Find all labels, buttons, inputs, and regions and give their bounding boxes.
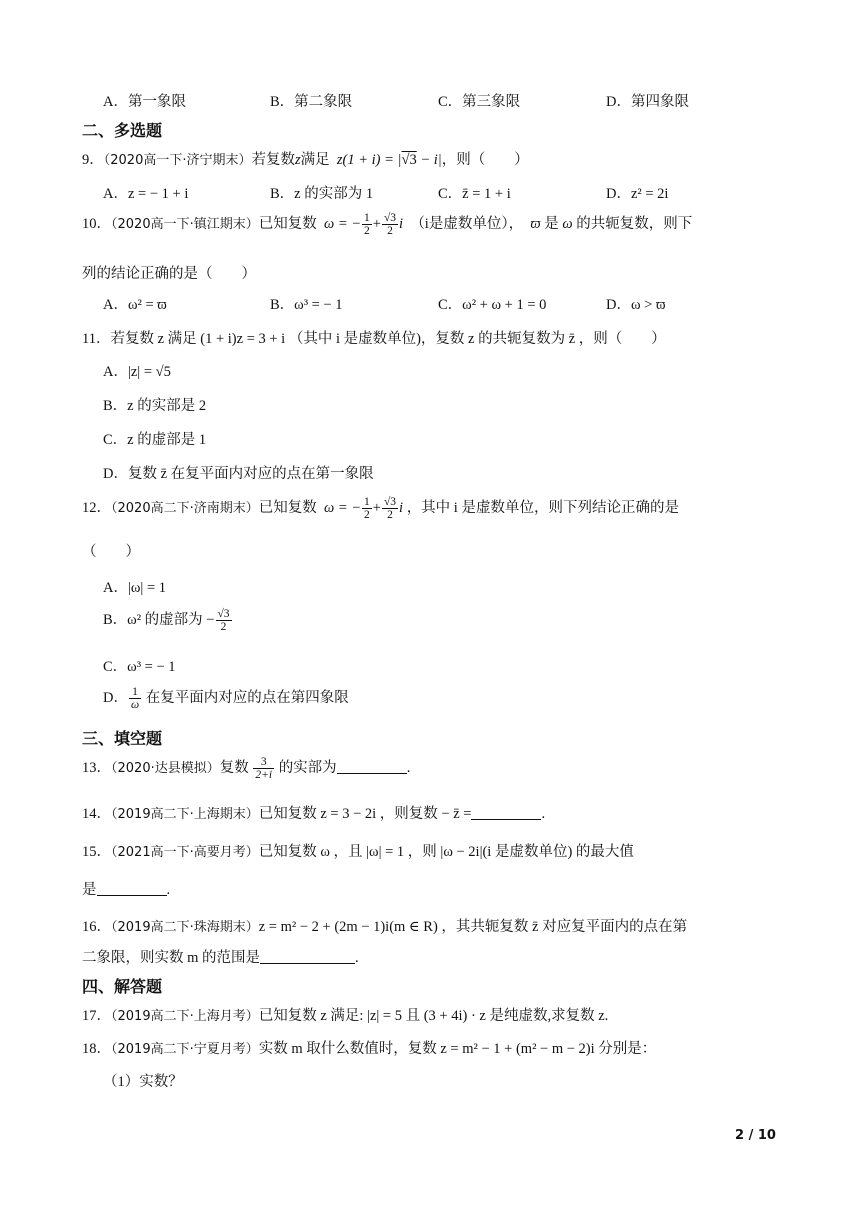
q10-option-a: A．ω² = ϖ (103, 297, 167, 313)
q9-option-c: C．z̄ = 1 + i (438, 186, 511, 202)
q12-option-d-fraction: $\frac{1}{\omega}$ (130, 686, 140, 712)
q12-number: 12． (82, 500, 111, 516)
q11-option-d: D．复数 z̄ 在复平面内对应的点在第一象限 (103, 466, 374, 482)
q16-line2-text: 二象限，则实数 m 的范围是 (82, 950, 261, 966)
q15-source: （2021高一下·高要月考） (111, 845, 259, 860)
q16-source: （2019高二下·珠海期末） (111, 920, 259, 935)
q15-end: . (166, 882, 171, 898)
q18-number: 18． (82, 1041, 111, 1057)
q15-line2 (82, 878, 170, 899)
q12-fraction-half: $\frac{1}{2}$ (364, 496, 370, 522)
q10-number: 10． (82, 216, 111, 232)
q12-option-d (103, 686, 349, 711)
q12-option-b-fraction: $\frac{√3}{2}$ (217, 608, 230, 634)
question-12 (82, 496, 679, 521)
q9-option-b: B．z 的实部为 1 (270, 186, 374, 202)
q13-fraction: $\frac{3}{2+i}$ (255, 756, 273, 782)
q10-text: 已知复数 (258, 216, 317, 232)
q14-source: （2019高二下·上海期末） (111, 807, 259, 822)
q8-option-c: C．第三象限 (438, 94, 521, 110)
q13-text: 复数 (219, 760, 249, 776)
q9-option-d: D．z² = 2i (606, 186, 669, 202)
q12-omega-eq: ω = − (323, 500, 362, 516)
q9-tail: ，则（ ） (441, 152, 529, 168)
q10-fraction-half: $\frac{1}{2}$ (364, 212, 370, 238)
section-heading-multiple-choice: 二、多选题 (82, 121, 163, 140)
q13-end: . (406, 760, 411, 776)
q9-option-a: A．z = − 1 + i (103, 186, 189, 202)
q8-option-d: D．第四象限 (606, 94, 689, 110)
q12-option-b (103, 608, 233, 633)
q11-option-b: B．z 的实部是 2 (103, 398, 207, 414)
q12-option-a: A．|ω| = 1 (103, 580, 166, 596)
q16-end: . (355, 950, 359, 966)
q9-var: z (294, 152, 301, 168)
question-13 (82, 756, 410, 781)
q12-source: （2020高二下·济南期末） (111, 501, 259, 516)
q12-fraction-sqrt3: $\frac{√3}{2}$ (383, 496, 397, 522)
question-14 (82, 802, 545, 823)
q12-option-d-label: D． (103, 690, 128, 706)
question-18 (82, 1037, 656, 1058)
q13-answer-blank[interactable] (337, 759, 407, 774)
q10-is: 是 (544, 216, 559, 232)
q8-option-b: B．第二象限 (270, 94, 353, 110)
q12-i: i (399, 500, 404, 516)
q18-sub-1: （1）实数？ (103, 1074, 183, 1090)
q10-tail: （i是虚数单位）， (410, 216, 524, 232)
question-11: 11．若复数 z 满足 (1 + i)z = 3 + i （其中 i 是虚数单位)，复数 z 的共轭复数为 z̄ ，则（ ） (82, 331, 666, 347)
q8-option-a: A．第一象限 (103, 94, 186, 110)
q12-plus: + (372, 500, 381, 516)
q12-tail: ，其中 i 是虚数单位，则下列结论正确的是 (406, 500, 679, 516)
q14-answer-blank[interactable] (471, 805, 541, 820)
q12-option-d-text: 在复平面内对应的点在第四象限 (145, 690, 349, 706)
question-10 (82, 212, 692, 237)
q9-eq-b: − i| (416, 152, 442, 168)
question-15 (82, 840, 634, 861)
q10-omega: ω (562, 216, 573, 232)
q10-option-b: B．ω³ = − 1 (270, 297, 343, 313)
q18-source: （2019高二下·宁夏月考） (111, 1042, 259, 1057)
q9-eq-a: z(1 + i) = | (336, 152, 402, 168)
q15-answer-blank[interactable] (97, 881, 167, 896)
q9-source: （2020高一下·济宁期末） (103, 153, 252, 168)
q10-plus: + (372, 216, 381, 232)
q10-line2: 列的结论正确的是（ ） (82, 266, 256, 282)
q14-number: 14． (82, 806, 111, 822)
q10-i: i (399, 216, 404, 232)
q10-omega-eq: ω = − (323, 216, 362, 232)
q11-option-c: C．z 的虚部是 1 (103, 432, 207, 448)
q13-number: 13． (82, 760, 111, 776)
q9-text-mid: 满足 (300, 152, 330, 168)
q14-text: 已知复数 z = 3 − 2i ，则复数 − z̄ = (258, 806, 472, 822)
question-17 (82, 1004, 608, 1025)
q13-source: （2020·达县模拟） (111, 761, 220, 776)
q10-source: （2020高一下·镇江期末） (111, 217, 259, 232)
section-heading-solution: 四、解答题 (82, 977, 163, 996)
q10-option-d: D．ω > ϖ (606, 297, 666, 313)
q12-option-b-text: B．ω² 的虚部为 − (103, 612, 215, 628)
q17-text: 已知复数 z 满足: |z| = 5 且 (3 + 4i) · z 是纯虚数,求复数 z. (258, 1008, 609, 1024)
question-16 (82, 915, 687, 936)
q16-line2 (82, 946, 359, 967)
q9-sqrt: √3 (401, 152, 417, 168)
q17-source: （2019高二下·上海月考） (111, 1009, 259, 1024)
q13-text-post: 的实部为 (278, 760, 337, 776)
q9-number: 9． (82, 152, 104, 168)
q12-text: 已知复数 (258, 500, 317, 516)
q14-end: . (541, 806, 546, 822)
q11-option-a: A．|z| = √5 (103, 364, 171, 380)
q16-number: 16． (82, 919, 111, 935)
q10-bar-omega: ϖ (530, 216, 541, 232)
q18-text: 实数 m 取什么数值时，复数 z = m² − 1 + (m² − m − 2)i 分别是： (258, 1041, 657, 1057)
section-heading-fill-in: 三、填空题 (82, 729, 163, 748)
q9-text: 若复数 (251, 152, 295, 168)
q16-text: z = m² − 2 + (2m − 1)i(m ∈ R) ，其共轭复数 z̄ 对应复平面内的点在第 (258, 919, 688, 935)
q10-fraction-sqrt3: $\frac{√3}{2}$ (383, 212, 397, 238)
q16-answer-blank[interactable] (260, 949, 355, 964)
q15-line2-text: 是 (82, 882, 97, 898)
q15-number: 15． (82, 844, 111, 860)
question-9 (82, 148, 529, 169)
page-number: 2 / 10 (735, 1128, 776, 1143)
q12-line2: （ ） (82, 544, 140, 560)
q10-option-c: C．ω² + ω + 1 = 0 (438, 297, 547, 313)
q15-text: 已知复数 ω ，且 |ω| = 1 ，则 |ω − 2i|(i 是虚数单位) 的最大值 (258, 844, 634, 860)
q10-tail2: 的共轭复数，则下 (576, 216, 693, 232)
q12-option-c: C．ω³ = − 1 (103, 659, 176, 675)
q17-number: 17． (82, 1008, 111, 1024)
